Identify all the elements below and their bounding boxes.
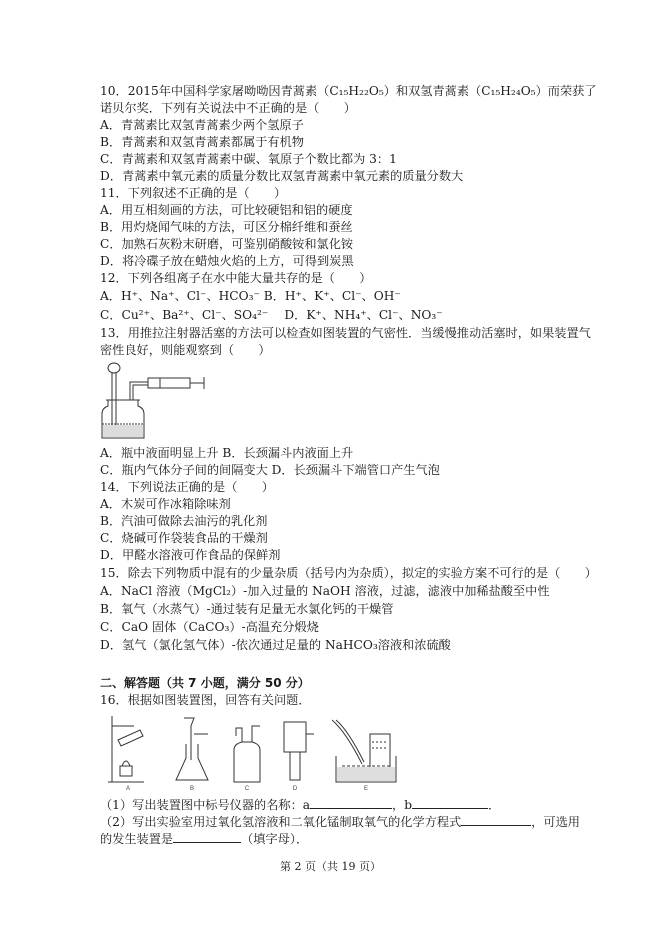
q13-options-cd: C．瓶内气体分子间的间隔变大 D．长颈漏斗下端管口产生气泡 [100, 463, 440, 477]
q16-part2 [100, 813, 580, 830]
q16-fig-label-a: A [125, 786, 131, 790]
q10-option-a: A．青蒿素比双氢青蒿素少两个氢原子 [100, 118, 304, 132]
q15-option-c: C．CaO 固体（CaCO₃）-高温充分煅烧 [100, 620, 319, 634]
q14-option-a: A．木炭可作冰箱除味剂 [100, 497, 231, 511]
q10-stem-line1: 10．2015年中国科学家屠呦呦因青蒿素（C₁₅H₂₂O₅）和双氢青蒿素（C₁₅H₂₄O₅）而荣获了 [100, 84, 597, 98]
q11-option-d: D．将冷碟子放在蜡烛火焰的上方，可得到炭黑 [100, 254, 354, 268]
answer-blank-equation[interactable] [461, 813, 531, 826]
q10-option-b: B．青蒿素和双氢青蒿素都属于有机物 [100, 135, 304, 149]
q14-stem: 14．下列说法正确的是（ ） [100, 480, 274, 494]
answer-blank-a[interactable] [310, 796, 392, 809]
q10-stem-line2: 诺贝尔奖．下列有关说法中不正确的是（ ） [100, 101, 356, 115]
q11-option-a: A．用互相刻画的方法，可比较硬铝和铝的硬度 [100, 203, 353, 217]
q10-option-d: D．青蒿素中氧元素的质量分数比双氢青蒿素中氧元素的质量分数大 [100, 169, 464, 183]
q13-apparatus-figure [100, 360, 210, 442]
page-footer: 第 2 页（共 19 页） [280, 860, 381, 873]
q16-part2-cont-prefix: 的发生装置是 [100, 832, 174, 846]
q16-part1-prefix: （1）写出装置图中标号仪器的名称：a [100, 798, 311, 812]
q13-options-ab: A．瓶中液面明显上升 B．长颈漏斗内液面上升 [100, 446, 354, 460]
q12-options-ab: A．H⁺、Na⁺、Cl⁻、HCO₃⁻ B．H⁺、K⁺、Cl⁻、OH⁻ [100, 289, 401, 303]
q12-stem: 12．下列各组离子在水中能大量共存的是（ ） [100, 271, 372, 285]
q15-option-b: B．氧气（水蒸气）-通过装有足量无水氯化钙的干燥管 [100, 602, 394, 616]
q16-stem: 16．根据如图装置图，回答有关问题． [100, 693, 311, 707]
q16-apparatus-figure [100, 710, 480, 790]
q16-fig-label-b: B [189, 786, 195, 790]
q16-part2-cont-suffix: （填字母）． [241, 832, 309, 846]
q16-fig-label-e: E [363, 786, 369, 790]
q15-option-d: D．氢气（氯化氢气体）-依次通过足量的 NaHCO₃溶液和浓硫酸 [100, 638, 451, 652]
q15-stem: 15．除去下列物质中混有的少量杂质（括号内为杂质），拟定的实验方案不可行的是（ ） [100, 566, 597, 580]
q16-fig-label-c: C [244, 786, 250, 790]
q14-option-c: C．烧碱可作袋装食品的干燥剂 [100, 531, 268, 545]
q16-part2-suffix: ，可选用 [531, 815, 580, 829]
q16-part1 [100, 796, 500, 813]
q16-part2-cont [100, 830, 308, 847]
q16-fig-label-d: D [292, 786, 298, 790]
q14-option-b: B．汽油可做除去油污的乳化剂 [100, 514, 268, 528]
section-heading: 二、解答题（共 7 小题，满分 50 分） [100, 676, 310, 690]
q11-option-c: C．加熟石灰粉末研磨，可鉴别硝酸铵和氯化铵 [100, 237, 354, 251]
q13-stem-line2: 密性良好，则能观察到（ ） [100, 343, 271, 357]
q11-stem: 11．下列叙述不正确的是（ ） [100, 186, 287, 200]
q15-option-a: A．NaCl 溶液（MgCl₂）-加入过量的 NaOH 溶液，过滤，滤液中加稀盐酸至中性 [100, 584, 550, 598]
q11-option-b: B．用灼烧闻气味的方法，可区分棉纤维和蚕丝 [100, 220, 353, 234]
q13-stem-line1: 13．用推拉注射器活塞的方法可以检查如图装置的气密性．当缓慢推动活塞时，如果装置气 [100, 326, 591, 340]
q16-part2-prefix: （2）写出实验室用过氧化氢溶液和二氧化锰制取氧气的化学方程式 [100, 815, 462, 829]
q10-option-c: C．青蒿素和双氢青蒿素中碳、氧原子个数比都为 3：1 [100, 152, 397, 166]
q16-part1-mid: ，b [392, 798, 413, 812]
q16-part1-end: ． [488, 798, 501, 812]
q14-option-d: D．甲醛水溶液可作食品的保鲜剂 [100, 548, 281, 562]
answer-blank-device[interactable] [173, 830, 241, 843]
answer-blank-b[interactable] [412, 796, 488, 809]
q12-options-cd: C．Cu²⁺、Ba²⁺、Cl⁻、SO₄²⁻ D．K⁺、NH₄⁺、Cl⁻、NO₃⁻ [100, 308, 443, 322]
